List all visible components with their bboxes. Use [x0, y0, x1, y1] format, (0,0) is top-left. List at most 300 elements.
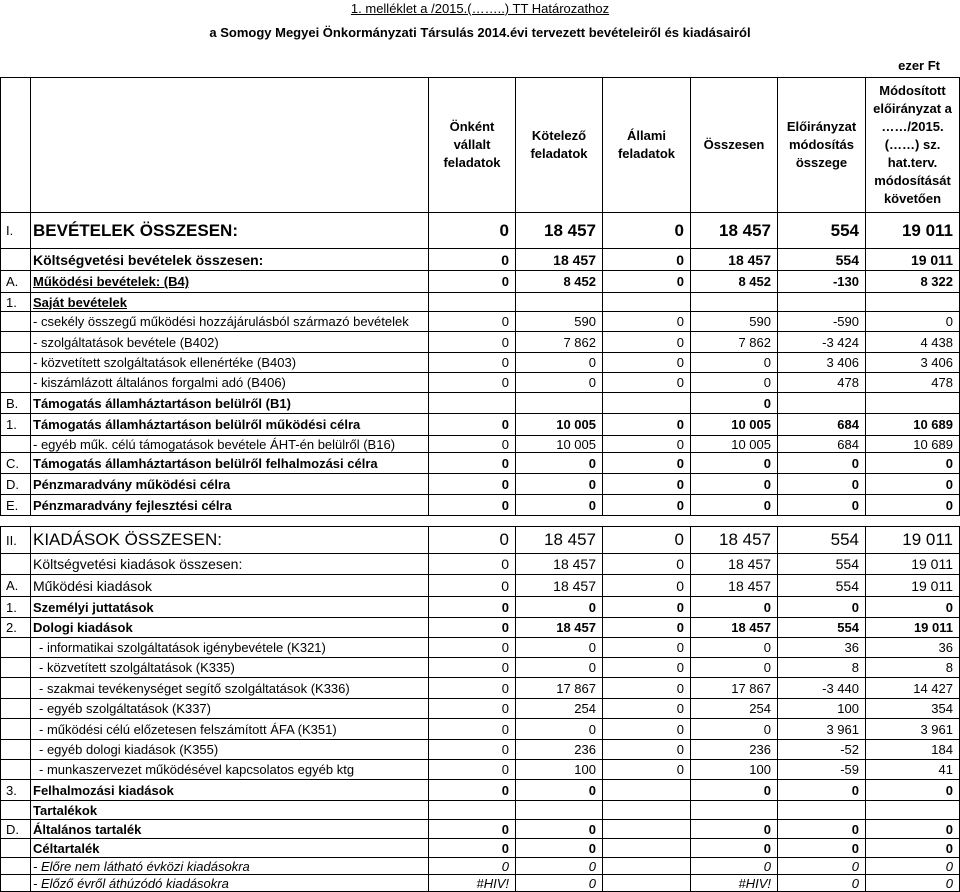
- row-code: [1, 801, 31, 820]
- row-value: [516, 516, 603, 527]
- row-label: Dologi kiadások: [31, 618, 429, 638]
- row-value: 0: [429, 820, 516, 839]
- table-row: [1, 760, 960, 780]
- row-value: 0: [603, 312, 691, 332]
- header-col-onkent: Önként vállalt feladatok: [429, 78, 516, 213]
- table-row: [1, 618, 960, 638]
- row-value: 0: [603, 213, 691, 249]
- row-value: [866, 516, 960, 527]
- row-value: 0: [429, 699, 516, 719]
- table-row: [1, 678, 960, 699]
- row-value: 41: [866, 760, 960, 780]
- table-row: [1, 312, 960, 332]
- table-body: [1, 213, 960, 892]
- row-value: 0: [516, 474, 603, 495]
- row-label: - Előre nem látható évközi kiadásokra: [31, 858, 429, 875]
- row-value: 0: [603, 453, 691, 474]
- row-value: 0: [866, 474, 960, 495]
- row-value: 0: [516, 495, 603, 516]
- row-value: 0: [429, 760, 516, 780]
- row-value: 0: [429, 474, 516, 495]
- row-value: 0: [603, 373, 691, 393]
- row-code: A.: [1, 575, 31, 597]
- row-code: 1.: [1, 293, 31, 312]
- row-value: 0: [691, 638, 778, 658]
- row-code: [1, 373, 31, 393]
- table-row: [1, 858, 960, 875]
- row-value: 0: [778, 858, 866, 875]
- row-code: D.: [1, 474, 31, 495]
- row-value: 0: [429, 332, 516, 353]
- table-row: [1, 436, 960, 453]
- row-value: 0: [429, 436, 516, 453]
- row-value: 684: [778, 414, 866, 436]
- row-value: 18 457: [691, 575, 778, 597]
- row-value: 0: [603, 414, 691, 436]
- row-value: 18 457: [691, 527, 778, 554]
- row-value: 0: [691, 839, 778, 858]
- row-label: Tartalékok: [31, 801, 429, 820]
- row-value: 0: [429, 575, 516, 597]
- row-code: [1, 312, 31, 332]
- row-value: [778, 801, 866, 820]
- row-value: 18 457: [516, 618, 603, 638]
- row-value: 0: [778, 597, 866, 618]
- row-label: Pénzmaradvány fejlesztési célra: [31, 495, 429, 516]
- row-value: 18 457: [516, 527, 603, 554]
- row-value: 0: [691, 495, 778, 516]
- row-value: 254: [516, 699, 603, 719]
- row-value: -59: [778, 760, 866, 780]
- row-value: 0: [429, 453, 516, 474]
- row-value: 554: [778, 249, 866, 271]
- row-value: 14 427: [866, 678, 960, 699]
- row-code: 1.: [1, 597, 31, 618]
- row-value: 0: [691, 453, 778, 474]
- row-value: 354: [866, 699, 960, 719]
- row-code: [1, 678, 31, 699]
- row-value: 0: [429, 249, 516, 271]
- row-value: 0: [516, 658, 603, 678]
- row-value: 0: [603, 474, 691, 495]
- row-value: 8 322: [866, 271, 960, 293]
- row-code: [1, 554, 31, 575]
- row-label: - szolgáltatások bevétele (B402): [31, 332, 429, 353]
- row-value: [429, 393, 516, 414]
- row-value: 100: [516, 760, 603, 780]
- row-label: - egyéb műk. célú támogatások bevétele ÁHT-én belülről (B16): [31, 436, 429, 453]
- row-value: 0: [691, 353, 778, 373]
- row-code: [1, 858, 31, 875]
- table-row: [1, 373, 960, 393]
- row-value: 0: [429, 678, 516, 699]
- document-title-line2: a Somogy Megyei Önkormányzati Társulás 2014.évi tervezett bevételeiről és kiadásairól: [209, 25, 751, 40]
- row-value: 0: [603, 638, 691, 658]
- row-value: [691, 516, 778, 527]
- row-value: 0: [866, 780, 960, 801]
- row-value: 0: [429, 373, 516, 393]
- table-row: [1, 213, 960, 249]
- row-value: 554: [778, 213, 866, 249]
- row-value: 0: [429, 597, 516, 618]
- row-value: 0: [778, 820, 866, 839]
- row-value: [603, 858, 691, 875]
- row-value: 18 457: [691, 213, 778, 249]
- row-label: - közvetített szolgáltatások ellenértéke (B403): [31, 353, 429, 373]
- row-value: 3 961: [778, 719, 866, 740]
- row-value: 0: [603, 575, 691, 597]
- row-label: BEVÉTELEK ÖSSZESEN:: [31, 213, 429, 249]
- row-value: 10 005: [691, 414, 778, 436]
- row-value: 478: [778, 373, 866, 393]
- row-label: - kiszámlázott általános forgalmi adó (B406): [31, 373, 429, 393]
- row-value: [691, 801, 778, 820]
- currency-unit: ezer Ft: [898, 58, 940, 73]
- row-value: 0: [603, 740, 691, 760]
- row-label: Felhalmozási kiadások: [31, 780, 429, 801]
- row-value: 590: [516, 312, 603, 332]
- row-label: Pénzmaradvány működési célra: [31, 474, 429, 495]
- row-label: - működési célú előzetesen felszámított ÁFA (K351): [31, 719, 429, 740]
- row-label: - egyéb szolgáltatások (K337): [31, 699, 429, 719]
- row-code: [1, 332, 31, 353]
- row-value: [429, 516, 516, 527]
- row-value: 18 457: [516, 213, 603, 249]
- row-code: [1, 249, 31, 271]
- row-code: A.: [1, 271, 31, 293]
- row-value: 0: [429, 353, 516, 373]
- row-label: KIADÁSOK ÖSSZESEN:: [31, 527, 429, 554]
- row-value: -130: [778, 271, 866, 293]
- header-col-modositott: Módosított előirányzat a ……/2015.(……) sz. hat.terv. módosítását követően: [866, 78, 960, 213]
- row-value: 0: [603, 436, 691, 453]
- row-value: 19 011: [866, 575, 960, 597]
- budget-table: [0, 77, 960, 892]
- row-value: [516, 393, 603, 414]
- row-value: 0: [866, 495, 960, 516]
- row-code: B.: [1, 393, 31, 414]
- row-value: 0: [691, 597, 778, 618]
- row-label: - csekély összegű működési hozzájárulásból származó bevételek: [31, 312, 429, 332]
- header-col-osszesen: Összesen: [691, 78, 778, 213]
- row-value: [429, 801, 516, 820]
- row-value: 100: [778, 699, 866, 719]
- row-label: - egyéb dologi kiadások (K355): [31, 740, 429, 760]
- row-label: [31, 516, 429, 527]
- row-value: 10 005: [516, 436, 603, 453]
- row-value: 0: [603, 760, 691, 780]
- table-header-row: [1, 78, 960, 213]
- row-value: 0: [603, 719, 691, 740]
- row-code: [1, 875, 31, 892]
- row-value: [603, 780, 691, 801]
- row-label: - közvetített szolgáltatások (K335): [31, 658, 429, 678]
- row-value: 17 867: [516, 678, 603, 699]
- row-value: 0: [516, 373, 603, 393]
- document-title-line1: 1. melléklet a /2015.(……..) TT Határozathoz: [350, 1, 610, 16]
- header-col-allami: Állami feladatok: [603, 78, 691, 213]
- row-value: 3 406: [866, 353, 960, 373]
- row-value: 0: [778, 875, 866, 892]
- row-label: Támogatás államháztartáson belülről működési célra: [31, 414, 429, 436]
- row-value: 0: [429, 618, 516, 638]
- row-value: 0: [603, 658, 691, 678]
- table-row: [1, 293, 960, 312]
- row-value: 8: [778, 658, 866, 678]
- row-value: 3 406: [778, 353, 866, 373]
- row-value: 0: [866, 597, 960, 618]
- row-code: I.: [1, 213, 31, 249]
- row-value: 0: [691, 780, 778, 801]
- row-label: Céltartalék: [31, 839, 429, 858]
- row-value: 0: [429, 271, 516, 293]
- row-value: [778, 293, 866, 312]
- row-value: 0: [429, 658, 516, 678]
- table-row: [1, 353, 960, 373]
- row-label: Saját bevételek: [31, 293, 429, 312]
- table-row: [1, 332, 960, 353]
- row-label: Személyi juttatások: [31, 597, 429, 618]
- table-row: [1, 875, 960, 892]
- table-row: [1, 839, 960, 858]
- row-value: [866, 293, 960, 312]
- row-value: 0: [691, 820, 778, 839]
- row-label: - munkaszervezet működésével kapcsolatos egyéb ktg: [31, 760, 429, 780]
- table-row: [1, 474, 960, 495]
- row-value: 0: [516, 839, 603, 858]
- row-value: 0: [603, 353, 691, 373]
- row-value: 0: [603, 332, 691, 353]
- row-value: 0: [691, 373, 778, 393]
- table-row: [1, 495, 960, 516]
- row-value: 554: [778, 618, 866, 638]
- row-value: 0: [603, 699, 691, 719]
- row-value: 0: [603, 271, 691, 293]
- row-value: 0: [866, 312, 960, 332]
- row-value: 0: [429, 414, 516, 436]
- row-value: 18 457: [516, 554, 603, 575]
- row-value: 8 452: [691, 271, 778, 293]
- table-row: [1, 820, 960, 839]
- row-value: 3 961: [866, 719, 960, 740]
- row-value: [691, 293, 778, 312]
- row-value: 0: [429, 213, 516, 249]
- row-code: [1, 760, 31, 780]
- row-value: [603, 516, 691, 527]
- header-label-cell: [31, 78, 429, 213]
- row-value: 10 689: [866, 436, 960, 453]
- row-value: 0: [429, 719, 516, 740]
- row-value: 554: [778, 575, 866, 597]
- row-value: 0: [603, 554, 691, 575]
- row-value: 0: [429, 740, 516, 760]
- row-code: 2.: [1, 618, 31, 638]
- row-value: 0: [778, 780, 866, 801]
- table-row: [1, 554, 960, 575]
- row-value: [429, 293, 516, 312]
- row-value: [866, 801, 960, 820]
- header-col-modositas: Előirányzat módosítás összege: [778, 78, 866, 213]
- row-value: [778, 516, 866, 527]
- row-value: 0: [866, 453, 960, 474]
- row-code: [1, 839, 31, 858]
- row-value: 0: [778, 453, 866, 474]
- row-value: 0: [516, 453, 603, 474]
- row-value: 0: [866, 820, 960, 839]
- row-code: [1, 740, 31, 760]
- row-code: C.: [1, 453, 31, 474]
- row-value: 0: [866, 875, 960, 892]
- row-value: 36: [778, 638, 866, 658]
- row-value: 0: [603, 527, 691, 554]
- row-code: E.: [1, 495, 31, 516]
- row-value: 0: [429, 312, 516, 332]
- row-value: 0: [778, 839, 866, 858]
- table-row: [1, 393, 960, 414]
- row-label: Működési kiadások: [31, 575, 429, 597]
- row-value: [603, 393, 691, 414]
- header-col-kotelezo: Kötelező feladatok: [516, 78, 603, 213]
- row-value: 0: [516, 858, 603, 875]
- row-code: II.: [1, 527, 31, 554]
- row-code: [1, 719, 31, 740]
- row-value: 19 011: [866, 554, 960, 575]
- row-value: 0: [429, 858, 516, 875]
- row-code: 1.: [1, 414, 31, 436]
- row-value: 0: [516, 820, 603, 839]
- row-value: 0: [603, 597, 691, 618]
- row-label: - Előző évről áthúzódó kiadásokra: [31, 875, 429, 892]
- row-label: Általános tartalék: [31, 820, 429, 839]
- table-row: [1, 719, 960, 740]
- row-value: 0: [603, 249, 691, 271]
- row-value: 19 011: [866, 527, 960, 554]
- row-value: 0: [691, 719, 778, 740]
- row-value: -3 440: [778, 678, 866, 699]
- row-value: 0: [603, 618, 691, 638]
- row-value: 0: [778, 474, 866, 495]
- row-value: 554: [778, 554, 866, 575]
- table-row: [1, 414, 960, 436]
- row-value: 0: [516, 597, 603, 618]
- row-value: 19 011: [866, 249, 960, 271]
- row-value: 0: [516, 719, 603, 740]
- row-value: [866, 393, 960, 414]
- row-value: 0: [691, 393, 778, 414]
- table-row: [1, 658, 960, 678]
- table-row: [1, 453, 960, 474]
- row-label: Működési bevételek: (B4): [31, 271, 429, 293]
- row-value: [603, 801, 691, 820]
- row-value: #HIV!: [691, 875, 778, 892]
- table-row: [1, 516, 960, 527]
- row-value: 10 689: [866, 414, 960, 436]
- row-value: 254: [691, 699, 778, 719]
- row-value: 0: [866, 858, 960, 875]
- row-value: [603, 820, 691, 839]
- row-code: [1, 658, 31, 678]
- row-value: 236: [516, 740, 603, 760]
- row-value: 10 005: [691, 436, 778, 453]
- row-value: [778, 393, 866, 414]
- table-row: [1, 740, 960, 760]
- row-code: [1, 353, 31, 373]
- row-value: [603, 839, 691, 858]
- row-code: [1, 638, 31, 658]
- row-value: -590: [778, 312, 866, 332]
- row-value: 36: [866, 638, 960, 658]
- row-value: 590: [691, 312, 778, 332]
- row-code: D.: [1, 820, 31, 839]
- row-value: [603, 875, 691, 892]
- row-value: 236: [691, 740, 778, 760]
- row-value: [603, 293, 691, 312]
- row-label: - szakmai tevékenységet segítő szolgáltatások (K336): [31, 678, 429, 699]
- row-value: 0: [429, 527, 516, 554]
- row-code: [1, 699, 31, 719]
- row-value: 18 457: [516, 575, 603, 597]
- table-row: [1, 527, 960, 554]
- row-value: -3 424: [778, 332, 866, 353]
- table-row: [1, 699, 960, 719]
- row-code: 3.: [1, 780, 31, 801]
- table-row: [1, 638, 960, 658]
- row-value: 100: [691, 760, 778, 780]
- row-value: [516, 293, 603, 312]
- table-row: [1, 575, 960, 597]
- row-value: 684: [778, 436, 866, 453]
- row-value: -52: [778, 740, 866, 760]
- row-code: [1, 436, 31, 453]
- row-value: 0: [429, 780, 516, 801]
- row-value: 0: [429, 839, 516, 858]
- row-code: [1, 516, 31, 527]
- row-label: Költségvetési kiadások összesen:: [31, 554, 429, 575]
- row-value: 18 457: [691, 554, 778, 575]
- row-value: 7 862: [691, 332, 778, 353]
- row-value: 18 457: [516, 249, 603, 271]
- table-row: [1, 597, 960, 618]
- table-row: [1, 780, 960, 801]
- row-value: 0: [691, 474, 778, 495]
- row-value: 184: [866, 740, 960, 760]
- row-value: 0: [429, 638, 516, 658]
- row-value: 0: [603, 678, 691, 699]
- row-label: Támogatás államháztartáson belülről (B1): [31, 393, 429, 414]
- row-value: 0: [866, 839, 960, 858]
- row-value: 0: [516, 353, 603, 373]
- row-value: 18 457: [691, 618, 778, 638]
- row-value: 19 011: [866, 213, 960, 249]
- row-value: 0: [429, 554, 516, 575]
- row-label: Költségvetési bevételek összesen:: [31, 249, 429, 271]
- row-value: 19 011: [866, 618, 960, 638]
- row-value: 10 005: [516, 414, 603, 436]
- row-value: 8: [866, 658, 960, 678]
- row-value: 554: [778, 527, 866, 554]
- row-value: 8 452: [516, 271, 603, 293]
- row-value: 0: [778, 495, 866, 516]
- table-row: [1, 249, 960, 271]
- row-value: #HIV!: [429, 875, 516, 892]
- header-code-cell: [1, 78, 31, 213]
- row-value: 0: [516, 638, 603, 658]
- row-label: - informatikai szolgáltatások igénybevétele (K321): [31, 638, 429, 658]
- row-value: 0: [429, 495, 516, 516]
- table-row: [1, 271, 960, 293]
- row-value: 17 867: [691, 678, 778, 699]
- row-value: 18 457: [691, 249, 778, 271]
